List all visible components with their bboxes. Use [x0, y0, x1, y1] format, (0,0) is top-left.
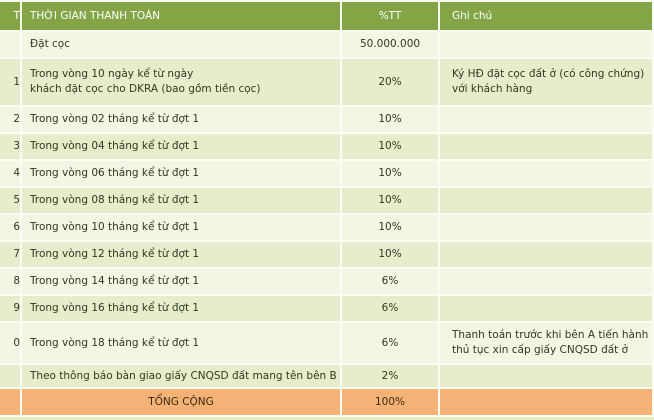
total-row: [0, 388, 653, 416]
row-number: 0: [0, 322, 21, 364]
row-note: [439, 364, 653, 388]
col-header-number: T: [0, 1, 21, 31]
row-percent: 20%: [341, 58, 439, 106]
row-number: 3: [0, 133, 21, 160]
row-number: 6: [0, 214, 21, 241]
row-note: [439, 322, 653, 364]
table-row: [0, 214, 653, 241]
row-percent: 10%: [341, 241, 439, 268]
row-number: 4: [0, 160, 21, 187]
row-note: [439, 58, 653, 106]
row-percent: 6%: [341, 295, 439, 322]
row-number: 7: [0, 241, 21, 268]
total-percent: 100%: [341, 388, 439, 416]
row-schedule: Trong vòng 08 tháng kể từ đợt 1: [21, 187, 341, 214]
row-percent: 6%: [341, 322, 439, 364]
table-row: [0, 31, 653, 58]
row-number: 9: [0, 295, 21, 322]
row-note: [439, 187, 653, 214]
row-note: [439, 160, 653, 187]
table-row: [0, 160, 653, 187]
row-schedule: Theo thông báo bàn giao giấy CNQSD đất mang tên bên B: [21, 364, 341, 388]
note-line-2: thủ tục xin cấp giấy CNQSD đất ở: [452, 344, 629, 356]
row-note: [439, 214, 653, 241]
row-number: 8: [0, 268, 21, 295]
row-schedule: [21, 31, 341, 58]
row-percent: 50.000.000: [341, 31, 439, 58]
col-header-schedule: THỜI GIAN THANH TOÁN: [21, 1, 341, 31]
table-row: [0, 295, 653, 322]
table-row: [0, 133, 653, 160]
schedule-line: Trong vòng 10 ngày kể từ ngày: [30, 68, 194, 80]
table-row: [0, 58, 653, 106]
note-line: Ký HĐ đặt cọc đất ở (có công chứng): [452, 68, 645, 80]
schedule-line: Đặt cọc: [30, 38, 70, 50]
row-note: [439, 31, 653, 58]
table-row: [0, 322, 653, 364]
row-schedule: Trong vòng 06 tháng kể từ đợt 1: [21, 160, 341, 187]
row-schedule: Trong vòng 16 tháng kể từ đợt 1: [21, 295, 341, 322]
table-header-row: [0, 1, 653, 31]
row-percent: 10%: [341, 160, 439, 187]
total-note: [439, 388, 653, 416]
schedule-line-2: khách đặt cọc cho DKRA (bao gồm tiền cọc): [30, 83, 261, 95]
row-note: [439, 268, 653, 295]
row-percent: 10%: [341, 214, 439, 241]
total-number: [0, 388, 21, 416]
row-number: 5: [0, 187, 21, 214]
col-header-percent: %TT: [341, 1, 439, 31]
row-schedule: Trong vòng 02 tháng kể từ đợt 1: [21, 106, 341, 133]
table-row: [0, 187, 653, 214]
row-note: [439, 241, 653, 268]
row-schedule: Trong vòng 12 tháng kể từ đợt 1: [21, 241, 341, 268]
row-percent: 2%: [341, 364, 439, 388]
note-line-2: với khách hàng: [452, 83, 533, 95]
table-row: [0, 364, 653, 388]
table-row: [0, 106, 653, 133]
row-number: 1: [0, 58, 21, 106]
row-number: [0, 31, 21, 58]
row-schedule: Trong vòng 18 tháng kể từ đợt 1: [21, 322, 341, 364]
row-number: [0, 364, 21, 388]
col-header-note: Ghi chú: [439, 1, 653, 31]
note-line: Thanh toán trước khi bên A tiến hành: [452, 329, 649, 341]
row-percent: 10%: [341, 133, 439, 160]
row-schedule: Trong vòng 10 tháng kể từ đợt 1: [21, 214, 341, 241]
row-schedule: Trong vòng 04 tháng kể từ đợt 1: [21, 133, 341, 160]
table-row: [0, 268, 653, 295]
row-note: [439, 133, 653, 160]
row-note: [439, 295, 653, 322]
row-schedule: Trong vòng 14 tháng kể từ đợt 1: [21, 268, 341, 295]
table-row: [0, 241, 653, 268]
row-percent: 6%: [341, 268, 439, 295]
total-label: TỔNG CỘNG: [21, 388, 341, 416]
row-note: [439, 106, 653, 133]
row-percent: 10%: [341, 187, 439, 214]
row-number: 2: [0, 106, 21, 133]
row-schedule: [21, 58, 341, 106]
row-percent: 10%: [341, 106, 439, 133]
